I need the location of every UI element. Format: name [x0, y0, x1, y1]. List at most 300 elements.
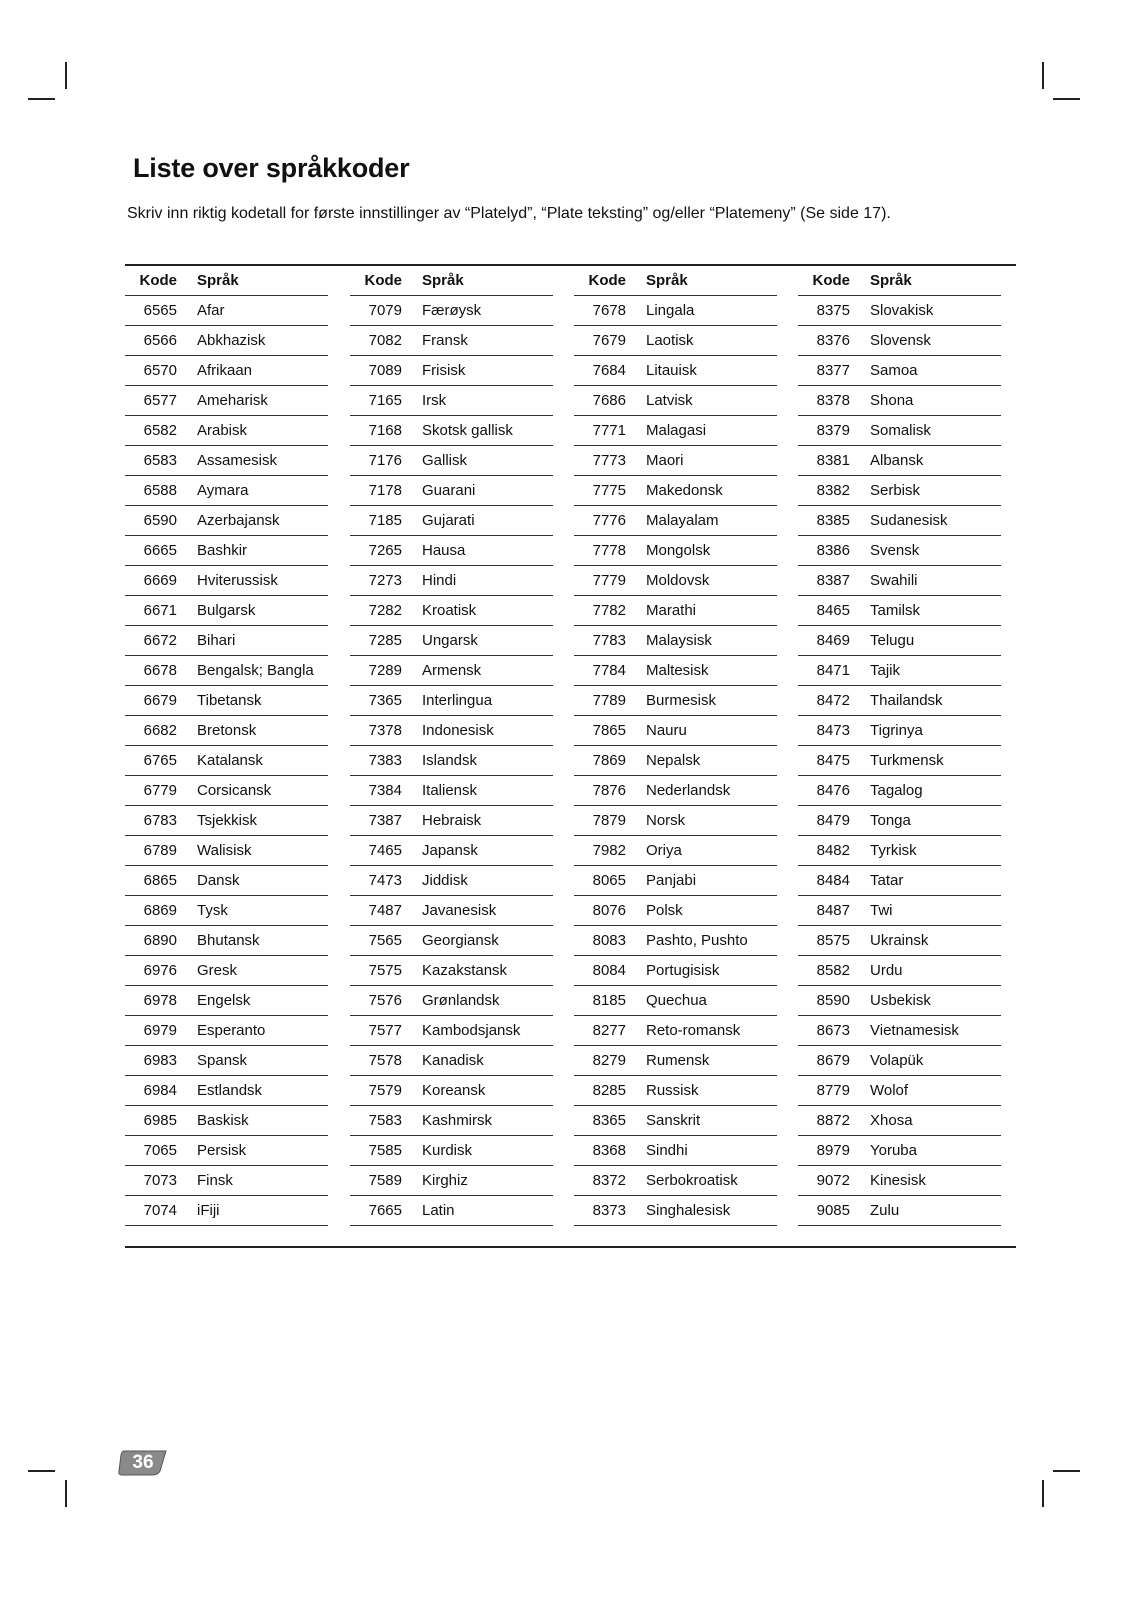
table-row	[350, 866, 553, 896]
language-code: 6869	[143, 902, 177, 919]
language-name: Kashmirsk	[422, 1112, 493, 1129]
language-code: 6789	[143, 842, 177, 859]
language-code: 6671	[143, 602, 177, 619]
table-row	[350, 476, 553, 506]
table-row	[574, 566, 777, 596]
language-name: Kanadisk	[422, 1052, 484, 1069]
table-row	[574, 716, 777, 746]
table-row	[350, 326, 553, 356]
table-row	[574, 1106, 777, 1136]
language-name: Vietnamesisk	[870, 1022, 959, 1039]
language-name: Latin	[422, 1202, 455, 1219]
language-code: 7082	[368, 332, 402, 349]
table-row	[125, 626, 328, 656]
language-name: Malaysisk	[646, 632, 712, 649]
language-code: 7473	[368, 872, 402, 889]
language-code: 7282	[368, 602, 402, 619]
language-code: 8590	[816, 992, 850, 1009]
language-code: 7265	[368, 542, 402, 559]
language-code: 8368	[592, 1142, 626, 1159]
language-code: 7575	[368, 962, 402, 979]
language-code: 8476	[816, 782, 850, 799]
language-code: 6588	[143, 482, 177, 499]
table-row	[350, 446, 553, 476]
table-row	[798, 866, 1001, 896]
language-name: Telugu	[870, 632, 915, 649]
language-name: Afar	[197, 302, 225, 319]
table-row	[125, 596, 328, 626]
language-code: 8471	[816, 662, 850, 679]
table-row	[125, 986, 328, 1016]
language-name: Yoruba	[870, 1142, 917, 1159]
table-row	[350, 926, 553, 956]
language-code: 7273	[368, 572, 402, 589]
language-name: Nepalsk	[646, 752, 701, 769]
language-code: 6890	[143, 932, 177, 949]
language-name: Marathi	[646, 602, 697, 619]
language-code: 7782	[592, 602, 626, 619]
language-code: 6665	[143, 542, 177, 559]
language-name: Gallisk	[422, 452, 468, 469]
table-row	[125, 1016, 328, 1046]
page-number: 36	[132, 1452, 154, 1473]
language-name: Slovakisk	[870, 302, 934, 319]
language-code: 7387	[368, 812, 402, 829]
language-name: Malayalam	[646, 512, 719, 529]
language-code: 6672	[143, 632, 177, 649]
table-row	[574, 656, 777, 686]
language-code: 9072	[816, 1172, 850, 1189]
table-row	[350, 686, 553, 716]
language-name: Hebraisk	[422, 812, 482, 829]
language-code: 8375	[816, 302, 850, 319]
language-name: Zulu	[870, 1202, 900, 1219]
language-code: 8473	[816, 722, 850, 739]
language-code: 6570	[143, 362, 177, 379]
crop-mark	[1053, 98, 1080, 100]
table-row	[798, 806, 1001, 836]
table-row	[574, 446, 777, 476]
table-row	[350, 836, 553, 866]
table-row	[125, 656, 328, 686]
language-name: Turkmensk	[870, 752, 944, 769]
language-code: 8582	[816, 962, 850, 979]
language-code: 6582	[143, 422, 177, 439]
table-row	[125, 806, 328, 836]
language-name: Grønlandsk	[422, 992, 500, 1009]
language-name: Assamesisk	[197, 452, 278, 469]
language-code: 7289	[368, 662, 402, 679]
language-code: 7773	[592, 452, 626, 469]
language-name: Twi	[870, 902, 893, 919]
language-code: 6985	[143, 1112, 177, 1129]
table-row	[125, 1046, 328, 1076]
table-row	[798, 566, 1001, 596]
language-name: Hindi	[422, 572, 457, 589]
table-row	[125, 386, 328, 416]
header-language: Språk	[646, 272, 688, 289]
language-name: Baskisk	[197, 1112, 249, 1129]
language-code: 7776	[592, 512, 626, 529]
language-code: 7565	[368, 932, 402, 949]
header-language: Språk	[422, 272, 464, 289]
language-name: Bhutansk	[197, 932, 260, 949]
language-name: Sudanesisk	[870, 512, 948, 529]
table-row	[350, 1076, 553, 1106]
language-code: 6583	[143, 452, 177, 469]
language-code: 8386	[816, 542, 850, 559]
language-code: 8378	[816, 392, 850, 409]
table-row	[350, 506, 553, 536]
language-code: 6783	[143, 812, 177, 829]
language-name: Tigrinya	[870, 722, 923, 739]
language-code: 6678	[143, 662, 177, 679]
language-name: Frisisk	[422, 362, 466, 379]
language-code: 8285	[592, 1082, 626, 1099]
language-name: Afrikaan	[197, 362, 253, 379]
table-header-row	[350, 266, 553, 296]
page-title: Liste over språkkoder	[133, 153, 410, 183]
table-row	[350, 1106, 553, 1136]
language-code: 8372	[592, 1172, 626, 1189]
table-row	[350, 596, 553, 626]
language-name: Engelsk	[197, 992, 251, 1009]
language-code: 8365	[592, 1112, 626, 1129]
language-code: 7168	[368, 422, 402, 439]
table-row	[798, 896, 1001, 926]
language-code: 8475	[816, 752, 850, 769]
table-row	[798, 476, 1001, 506]
language-code: 6765	[143, 752, 177, 769]
table-row	[798, 386, 1001, 416]
language-code: 8387	[816, 572, 850, 589]
language-name: Bretonsk	[197, 722, 257, 739]
table-row	[574, 1076, 777, 1106]
language-code: 8484	[816, 872, 850, 889]
table-row	[574, 506, 777, 536]
language-name: Thailandsk	[870, 692, 943, 709]
table-row	[798, 656, 1001, 686]
language-code: 7074	[143, 1202, 177, 1219]
table-row	[798, 356, 1001, 386]
language-code: 7665	[368, 1202, 402, 1219]
language-code: 7585	[368, 1142, 402, 1159]
header-language: Språk	[197, 272, 239, 289]
language-name: Finsk	[197, 1172, 233, 1189]
table-row	[350, 776, 553, 806]
language-code: 8376	[816, 332, 850, 349]
language-code: 7982	[592, 842, 626, 859]
language-name: Ukrainsk	[870, 932, 929, 949]
language-code: 8469	[816, 632, 850, 649]
language-name: Kroatisk	[422, 602, 477, 619]
language-code: 7579	[368, 1082, 402, 1099]
language-code: 7384	[368, 782, 402, 799]
table-row	[125, 566, 328, 596]
table-row	[574, 1136, 777, 1166]
table-row	[350, 1196, 553, 1226]
table-row	[798, 446, 1001, 476]
language-code: 7779	[592, 572, 626, 589]
language-name: Tysk	[197, 902, 228, 919]
language-name: Singhalesisk	[646, 1202, 731, 1219]
table-row	[574, 836, 777, 866]
language-code: 7465	[368, 842, 402, 859]
table-row	[798, 986, 1001, 1016]
language-code: 7771	[592, 422, 626, 439]
language-code: 8465	[816, 602, 850, 619]
language-name: Armensk	[422, 662, 482, 679]
language-code: 7487	[368, 902, 402, 919]
table-row	[798, 1046, 1001, 1076]
language-name: Tatar	[870, 872, 904, 889]
language-name: Reto-romansk	[646, 1022, 741, 1039]
language-name: Tibetansk	[197, 692, 262, 709]
language-name: Svensk	[870, 542, 920, 559]
language-code: 7079	[368, 302, 402, 319]
language-name: Tsjekkisk	[197, 812, 258, 829]
table-row	[125, 326, 328, 356]
language-code: 8479	[816, 812, 850, 829]
table-row	[574, 296, 777, 326]
table-row	[574, 416, 777, 446]
table-row	[798, 836, 1001, 866]
language-name: iFiji	[197, 1202, 220, 1219]
language-code: 6979	[143, 1022, 177, 1039]
language-name: Esperanto	[197, 1022, 266, 1039]
table-row	[574, 386, 777, 416]
language-name: Indonesisk	[422, 722, 494, 739]
language-name: Maori	[646, 452, 684, 469]
language-name: Ungarsk	[422, 632, 478, 649]
crop-mark	[65, 1480, 67, 1507]
language-code: 7578	[368, 1052, 402, 1069]
language-code: 7775	[592, 482, 626, 499]
language-name: Nauru	[646, 722, 687, 739]
table-row	[798, 686, 1001, 716]
table-row	[125, 1166, 328, 1196]
table-row	[798, 506, 1001, 536]
table-row	[350, 356, 553, 386]
language-name: Tamilsk	[870, 602, 921, 619]
table-header-row	[574, 266, 777, 296]
table-row	[125, 356, 328, 386]
table-row	[798, 536, 1001, 566]
language-name: Sanskrit	[646, 1112, 701, 1129]
table-row	[574, 536, 777, 566]
language-code: 6976	[143, 962, 177, 979]
crop-mark	[1042, 1480, 1044, 1507]
table-row	[350, 626, 553, 656]
table-row	[798, 956, 1001, 986]
table-row	[798, 416, 1001, 446]
language-code: 7576	[368, 992, 402, 1009]
table-row	[125, 536, 328, 566]
table-row	[574, 596, 777, 626]
language-name: Usbekisk	[870, 992, 931, 1009]
language-code: 7285	[368, 632, 402, 649]
language-name: Xhosa	[870, 1112, 913, 1129]
table-row	[350, 566, 553, 596]
table-row	[350, 386, 553, 416]
language-code: 8482	[816, 842, 850, 859]
language-name: Skotsk gallisk	[422, 422, 513, 439]
language-name: Spansk	[197, 1052, 248, 1069]
language-code: 6577	[143, 392, 177, 409]
crop-mark	[1042, 62, 1044, 89]
language-name: Bashkir	[197, 542, 248, 559]
table-row	[798, 596, 1001, 626]
language-code: 7789	[592, 692, 626, 709]
language-code: 8084	[592, 962, 626, 979]
language-name: Fransk	[422, 332, 468, 349]
table-row	[125, 866, 328, 896]
crop-mark	[65, 62, 67, 89]
language-code: 7089	[368, 362, 402, 379]
language-name: Wolof	[870, 1082, 909, 1099]
language-code: 8487	[816, 902, 850, 919]
table-row	[574, 476, 777, 506]
language-name: Azerbajansk	[197, 512, 280, 529]
language-name: Tagalog	[870, 782, 923, 799]
table-row	[350, 956, 553, 986]
table-row	[798, 776, 1001, 806]
language-name: Rumensk	[646, 1052, 710, 1069]
table-row	[125, 476, 328, 506]
page-number-badge	[118, 1449, 168, 1477]
language-code: 6865	[143, 872, 177, 889]
header-code: Kode	[139, 272, 177, 289]
language-name: Shona	[870, 392, 914, 409]
crop-mark	[28, 98, 55, 100]
language-name: Mongolsk	[646, 542, 711, 559]
table-row	[798, 1166, 1001, 1196]
language-code: 6590	[143, 512, 177, 529]
table-row	[125, 1106, 328, 1136]
language-code: 7784	[592, 662, 626, 679]
table-row	[574, 896, 777, 926]
language-code: 7583	[368, 1112, 402, 1129]
table-row	[125, 446, 328, 476]
table-row	[574, 776, 777, 806]
language-code: 8083	[592, 932, 626, 949]
language-name: Moldovsk	[646, 572, 710, 589]
table-row	[350, 656, 553, 686]
language-code: 6682	[143, 722, 177, 739]
table-row	[798, 1076, 1001, 1106]
language-code: 6978	[143, 992, 177, 1009]
language-name: Abkhazisk	[197, 332, 266, 349]
language-name: Lingala	[646, 302, 695, 319]
table-row	[798, 746, 1001, 776]
language-name: Albansk	[870, 452, 924, 469]
language-name: Kurdisk	[422, 1142, 473, 1159]
language-name: Kazakstansk	[422, 962, 508, 979]
table-row	[350, 1046, 553, 1076]
language-name: Norsk	[646, 812, 686, 829]
table-row	[125, 896, 328, 926]
language-name: Kambodsjansk	[422, 1022, 521, 1039]
language-code: 7383	[368, 752, 402, 769]
table-header-row	[125, 266, 328, 296]
table-row	[125, 956, 328, 986]
table-row	[574, 626, 777, 656]
language-code: 8872	[816, 1112, 850, 1129]
language-name: Burmesisk	[646, 692, 717, 709]
language-name: Tajik	[870, 662, 901, 679]
table-row	[350, 716, 553, 746]
language-name: Panjabi	[646, 872, 697, 889]
table-row	[798, 626, 1001, 656]
table-row	[125, 1136, 328, 1166]
language-code: 8279	[592, 1052, 626, 1069]
language-code: 8377	[816, 362, 850, 379]
table-row	[125, 686, 328, 716]
language-name: Bihari	[197, 632, 236, 649]
table-row	[798, 1106, 1001, 1136]
language-name: Arabisk	[197, 422, 248, 439]
language-name: Islandsk	[422, 752, 478, 769]
language-code: 8076	[592, 902, 626, 919]
table-row	[350, 536, 553, 566]
table-row	[574, 1046, 777, 1076]
language-name: Kinesisk	[870, 1172, 926, 1189]
table-column	[350, 266, 553, 1226]
table-column	[798, 266, 1001, 1226]
crop-mark	[28, 1470, 55, 1472]
language-name: Javanesisk	[422, 902, 497, 919]
language-name: Pashto, Pushto	[646, 932, 748, 949]
language-code: 8382	[816, 482, 850, 499]
language-code: 7378	[368, 722, 402, 739]
table-row	[574, 926, 777, 956]
table-row	[350, 1136, 553, 1166]
language-name: Bulgarsk	[197, 602, 256, 619]
language-name: Swahili	[870, 572, 918, 589]
language-name: Interlingua	[422, 692, 493, 709]
language-name: Koreansk	[422, 1082, 486, 1099]
language-code: 7876	[592, 782, 626, 799]
language-code: 7869	[592, 752, 626, 769]
language-code: 7778	[592, 542, 626, 559]
language-name: Volapük	[870, 1052, 924, 1069]
language-name: Guarani	[422, 482, 476, 499]
table-row	[125, 776, 328, 806]
header-code: Kode	[588, 272, 626, 289]
language-code: 7165	[368, 392, 402, 409]
table-column	[125, 266, 328, 1226]
table-row	[350, 1166, 553, 1196]
language-code: 8185	[592, 992, 626, 1009]
language-name: Gujarati	[422, 512, 475, 529]
language-code: 7589	[368, 1172, 402, 1189]
language-name: Estlandsk	[197, 1082, 263, 1099]
language-name: Urdu	[870, 962, 903, 979]
language-code: 6669	[143, 572, 177, 589]
language-code: 6984	[143, 1082, 177, 1099]
table-row	[350, 416, 553, 446]
table-row	[574, 326, 777, 356]
language-code: 6983	[143, 1052, 177, 1069]
language-code: 8673	[816, 1022, 850, 1039]
language-code: 8472	[816, 692, 850, 709]
table-row	[125, 416, 328, 446]
language-code: 8065	[592, 872, 626, 889]
table-row	[350, 986, 553, 1016]
language-name: Sindhi	[646, 1142, 688, 1159]
language-name: Ameharisk	[197, 392, 268, 409]
language-code: 9085	[816, 1202, 850, 1219]
